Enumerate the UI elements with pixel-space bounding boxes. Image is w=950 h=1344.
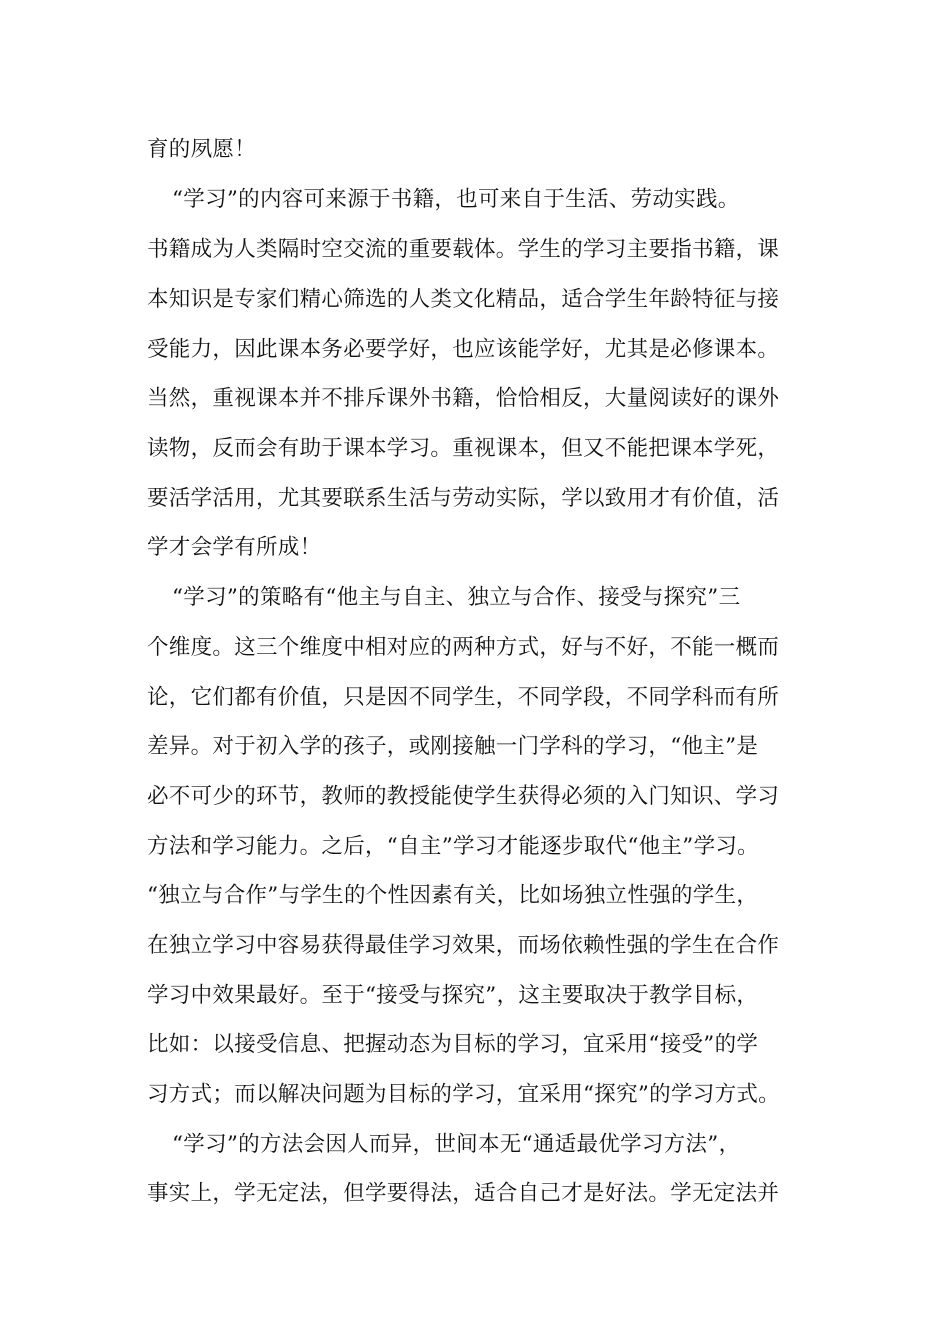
text-line: 学习中效果最好。至于“接受与探究”，这主要取决于教学目标， [147,983,759,1008]
text-line: 在独立学习中容易获得最佳学习效果，而场依赖性强的学生在合作 [147,933,780,958]
text-line: “独立与合作”与学生的个性因素有关，比如场独立性强的学生， [147,883,759,908]
text-line: 当然，重视课本并不排斥课外书籍，恰恰相反，大量阅读好的课外 [147,386,780,411]
paragraph-first-line: “学习”的方法会因人而异，世间本无“通适最优学习方法”， [172,1132,741,1157]
text-line: 必不可少的环节，教师的教授能使学生获得必须的入门知识、学习 [147,784,780,809]
text-line: 学才会学有所成！ [147,535,322,560]
text-line: 比如：以接受信息、把握动态为目标的学习，宜采用“接受”的学 [147,1032,759,1057]
text-line: 书籍成为人类隔时空交流的重要载体。学生的学习主要指书籍，课 [147,237,780,262]
text-line: 论，它们都有价值，只是因不同学生，不同学段，不同学科而有所 [147,685,780,710]
text-line: 受能力，因此课本务必要学好，也应该能学好，尤其是必修课本。 [147,337,780,362]
text-line: 要活学活用，尤其要联系生活与劳动实际，学以致用才有价值，活 [147,486,780,511]
text-line: 个维度。这三个维度中相对应的两种方式，好与不好，不能一概而 [147,635,780,660]
text-line: 差异。对于初入学的孩子，或刚接触一门学科的学习，“他主”是 [147,734,759,759]
text-line: 读物，反而会有助于课本学习。重视课本，但又不能把课本学死， [147,436,780,461]
text-line: 习方式；而以解决问题为目标的学习，宜采用“探究”的学习方式。 [147,1082,780,1107]
text-line: 事实上，学无定法，但学要得法，适合自己才是好法。学无定法并 [147,1181,780,1206]
text-line: 育的夙愿！ [147,137,257,162]
paragraph-first-line: “学习”的内容可来源于书籍，也可来自于生活、劳动实践。 [172,187,740,212]
text-line: 方法和学习能力。之后，“自主”学习才能逐步取代“他主”学习。 [147,834,759,859]
text-line: 本知识是专家们精心筛选的人类文化精品，适合学生年龄特征与接 [147,287,780,312]
paragraph-first-line: “学习”的策略有“他主与自主、独立与合作、接受与探究”三 [172,585,741,610]
